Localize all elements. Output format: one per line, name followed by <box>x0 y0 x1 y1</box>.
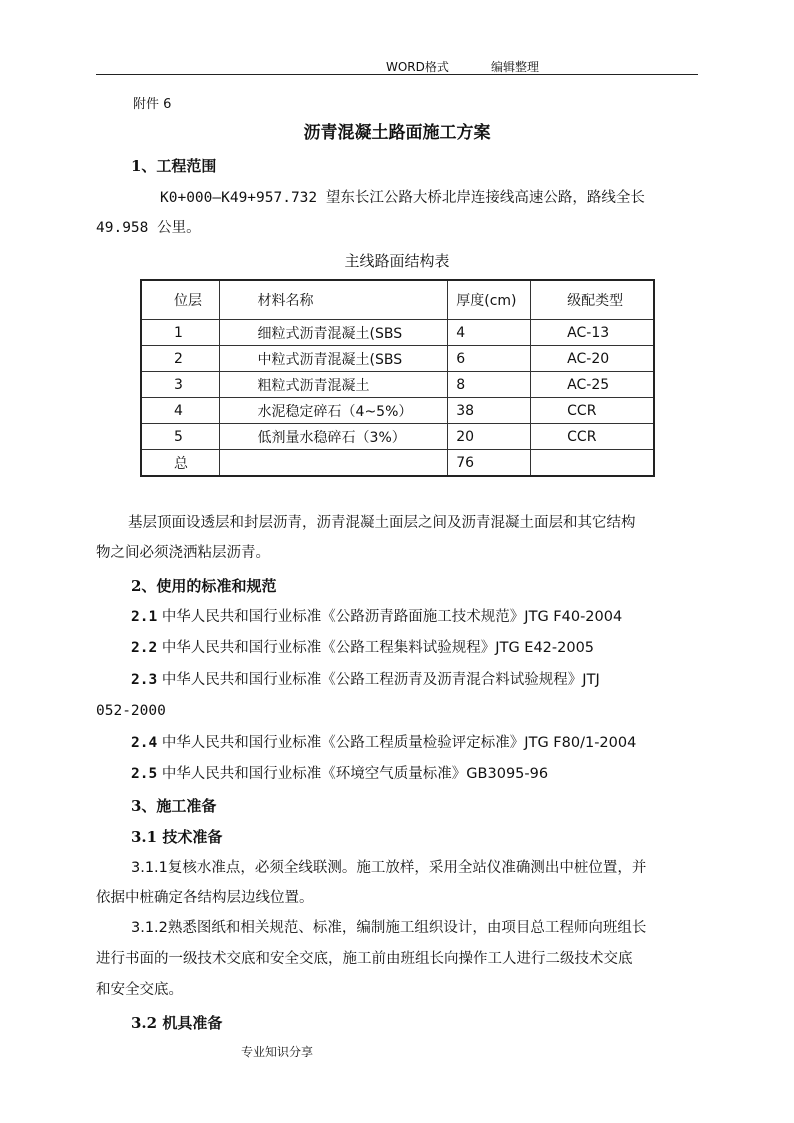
header-layer: 位层 <box>141 280 219 320</box>
cell-layer: 1 <box>141 320 219 346</box>
cell-gradation: AC-20 <box>531 346 654 372</box>
table-header-row <box>141 280 654 320</box>
section-1-heading: 1、工程范围 <box>131 157 217 175</box>
table-row <box>141 346 654 372</box>
table-row <box>141 424 654 450</box>
cell-material: 低剂量水稳碎石（3%） <box>219 424 448 450</box>
cell-thickness: 20 <box>448 424 531 450</box>
standard-text: 中华人民共和国行业标准《环境空气质量标准》GB3095-96 <box>161 766 549 782</box>
cell-thickness: 76 <box>448 450 531 477</box>
cell-material: 粗粒式沥青混凝土 <box>219 372 448 398</box>
standard-number: 2.3 <box>131 672 158 688</box>
standard-number: 2.4 <box>131 735 158 751</box>
standard-item <box>131 759 548 789</box>
standard-text: 中华人民共和国行业标准《公路沥青路面施工技术规范》JTG F40-2004 <box>161 609 623 625</box>
standard-number: 2.5 <box>131 766 158 782</box>
standard-text: 中华人民共和国行业标准《公路工程质量检验评定标准》JTG F80/1-2004 <box>161 735 637 751</box>
standard-item <box>131 602 622 632</box>
cell-gradation: AC-25 <box>531 372 654 398</box>
paragraph-3-1-2-line-1: 3.1.2熟悉图纸和相关规范、标准，编制施工组织设计，由项目总工程师向班组长 <box>131 920 647 936</box>
document-title: 沥青混凝土路面施工方案 <box>303 123 491 143</box>
cell-gradation: CCR <box>531 398 654 424</box>
table-caption: 主线路面结构表 <box>344 252 450 270</box>
cell-thickness: 4 <box>448 320 531 346</box>
paragraph-3-1-1-line-2: 依据中桩确定各结构层边线位置。 <box>96 890 314 906</box>
section-3-2-heading: 3.2 机具准备 <box>131 1014 223 1032</box>
cell-layer: 3 <box>141 372 219 398</box>
standard-text: 中华人民共和国行业标准《公路工程集料试验规程》JTG E42-2005 <box>161 640 595 656</box>
section-1-line-2: 49.958 公里。 <box>96 220 201 236</box>
standard-number: 2.1 <box>131 609 158 625</box>
page-footer: 专业知识分享 <box>241 1045 314 1059</box>
cell-thickness: 6 <box>448 346 531 372</box>
standard-item <box>131 633 594 663</box>
paragraph-after-table-line-1: 基层顶面设透层和封层沥青，沥青混凝土面层之间及沥青混凝土面层和其它结构 <box>128 515 636 531</box>
section-1-line-1: K0+000—K49+957.732 望东长江公路大桥北岸连接线高速公路，路线全长 <box>160 190 645 206</box>
attachment-label: 附件 6 <box>133 97 172 112</box>
cell-material: 细粒式沥青混凝土(SBS <box>219 320 448 346</box>
header-thickness: 厚度(cm) <box>448 280 531 320</box>
cell-material: 中粒式沥青混凝土(SBS <box>219 346 448 372</box>
table-row-total <box>141 450 654 477</box>
pavement-structure-table <box>140 279 655 477</box>
table-row <box>141 320 654 346</box>
page-header <box>96 54 698 75</box>
standard-item-continuation: 052-2000 <box>96 703 166 719</box>
header-edit-label: 编辑整理 <box>491 60 540 74</box>
cell-gradation: AC-13 <box>531 320 654 346</box>
header-format-label: WORD格式 <box>386 60 449 74</box>
section-3-1-heading: 3.1 技术准备 <box>131 828 223 846</box>
standard-item <box>131 728 636 758</box>
table-row <box>141 398 654 424</box>
standard-text: 中华人民共和国行业标准《公路工程沥青及沥青混合料试验规程》JTJ <box>161 672 600 688</box>
header-material: 材料名称 <box>219 280 448 320</box>
paragraph-3-1-2-line-2: 进行书面的一级技术交底和安全交底，施工前由班组长向操作工人进行二级技术交底 <box>96 951 633 967</box>
paragraph-after-table-line-2: 物之间必须浇洒粘层沥青。 <box>96 545 270 561</box>
header-gradation: 级配类型 <box>531 280 654 320</box>
cell-layer: 总 <box>141 450 219 477</box>
standard-item <box>131 665 600 695</box>
cell-layer: 2 <box>141 346 219 372</box>
cell-thickness: 8 <box>448 372 531 398</box>
cell-layer: 4 <box>141 398 219 424</box>
cell-material <box>219 450 448 477</box>
cell-material: 水泥稳定碎石（4~5%） <box>219 398 448 424</box>
paragraph-3-1-2-line-3: 和安全交底。 <box>96 982 183 998</box>
section-3-heading: 3、施工准备 <box>131 797 217 815</box>
standard-number: 2.2 <box>131 640 158 656</box>
table-row <box>141 372 654 398</box>
cell-layer: 5 <box>141 424 219 450</box>
paragraph-3-1-1-line-1: 3.1.1复核水准点，必须全线联测。施工放样，采用全站仪准确测出中桩位置，并 <box>131 860 647 876</box>
cell-gradation: CCR <box>531 424 654 450</box>
section-2-heading: 2、使用的标准和规范 <box>131 577 277 595</box>
cell-gradation <box>531 450 654 477</box>
cell-thickness: 38 <box>448 398 531 424</box>
